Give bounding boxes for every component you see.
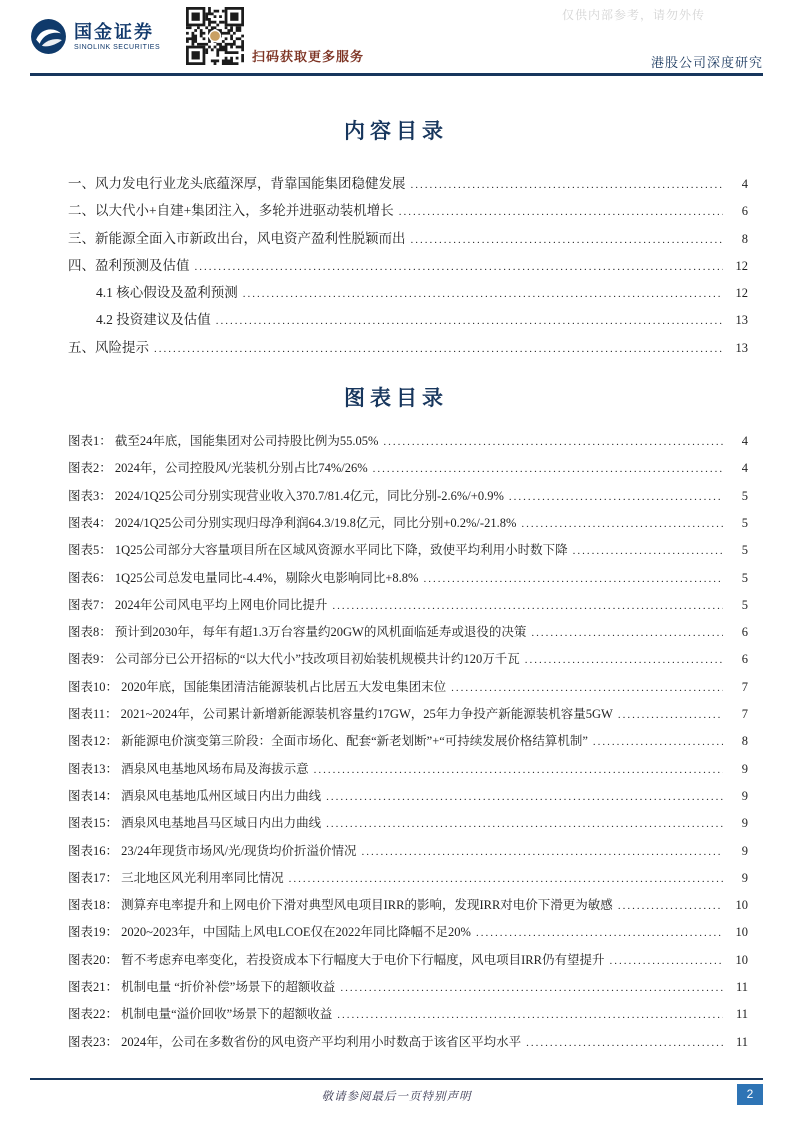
figure-item-label: 图表5： 1Q25公司部分大容量项目所在区域风资源水平同比下降，致使平均利用小时数下降	[68, 543, 568, 558]
figure-item-label: 图表10： 2020年底，国能集团清洁能源装机占比居五大发电集团末位	[68, 679, 447, 694]
toc-item-label: 四、盈利预测及估值	[68, 257, 190, 273]
figure-item[interactable]	[68, 974, 748, 1001]
figure-item-page: 10	[735, 925, 748, 940]
figure-item[interactable]	[68, 537, 748, 564]
toc-item-label: 五、风险提示	[68, 339, 149, 355]
dot-leader	[526, 1030, 723, 1057]
figure-item-label: 图表6： 1Q25公司总发电量同比-4.4%，剔除火电影响同比+8.8%	[68, 570, 419, 585]
dot-leader	[314, 757, 723, 784]
figure-item-label: 图表16： 23/24年现货市场风/光/现货均价折溢价情况	[68, 843, 357, 858]
figure-item-page: 10	[735, 898, 748, 913]
figure-item-label: 图表7： 2024年公司风电平均上网电价同比提升	[68, 597, 328, 612]
dot-leader	[573, 538, 723, 565]
figure-item-label: 图表23： 2024年，公司在多数省份的风电资产平均利用小时数高于该省区平均水平	[68, 1034, 522, 1049]
brand-name: 国金证券	[74, 22, 154, 42]
dot-leader	[332, 593, 723, 620]
figure-item-page: 5	[741, 570, 748, 585]
dot-leader	[195, 254, 724, 281]
figure-item-page: 5	[741, 488, 748, 503]
watermark-text: 仅供内部参考，请勿外传	[561, 8, 705, 22]
figure-item[interactable]	[68, 892, 748, 919]
toc-item-label: 一、风力发电行业龙头底蕴深厚，背靠国能集团稳健发展	[68, 176, 406, 191]
toc-item-page: 12	[735, 286, 748, 301]
dot-leader	[618, 893, 723, 920]
figure-item-page: 11	[735, 1034, 748, 1049]
dot-leader	[609, 948, 723, 975]
toc-item-label: 三、新能源全面入市新政出台，风电资产盈利性脱颖而出	[68, 230, 406, 246]
figure-item-label: 图表21： 机制电量 “折价补偿”场景下的超额收益	[68, 980, 336, 995]
dot-leader	[423, 566, 723, 593]
figure-item-page: 9	[741, 816, 748, 831]
dot-leader	[411, 172, 724, 199]
dot-leader	[618, 702, 723, 729]
figure-item-label: 图表12： 新能源电价演变第三阶段：全面市场化、配套“新老划断”+“可持续发展价格结算机制”	[68, 734, 588, 749]
dot-leader	[531, 620, 723, 647]
figure-item-page: 4	[741, 461, 748, 476]
figure-item-label: 图表4： 2024/1Q25公司分别实现归母净利润64.3/19.8亿元，同比分别+0.2%/-21.8%	[68, 515, 517, 530]
toc-item-page: 8	[741, 231, 748, 246]
figure-item[interactable]	[68, 565, 748, 592]
figure-item[interactable]	[68, 838, 748, 865]
dot-leader	[373, 456, 723, 483]
qr-code	[186, 7, 244, 65]
figure-item-page: 9	[741, 788, 748, 803]
figure-item-label: 图表20： 暂不考虑弃电率变化，若投资成本下行幅度大于电价下行幅度，风电项目IRR仍有望提升	[68, 952, 605, 967]
toc-item[interactable]	[68, 279, 748, 306]
toc-item-label: 4.1 核心假设及盈利预测	[96, 285, 238, 301]
figure-item[interactable]	[68, 674, 748, 701]
figure-item-page: 6	[741, 652, 748, 667]
toc-item-page: 13	[735, 313, 748, 328]
dot-leader	[383, 429, 723, 456]
footer-disclaimer: 敬请参阅最后一页特别声明	[321, 1091, 472, 1103]
figure-item-page: 9	[741, 870, 748, 885]
figure-item-page: 7	[741, 707, 748, 722]
figure-item-page: 6	[741, 625, 748, 640]
figure-item[interactable]	[68, 1001, 748, 1028]
figure-item-label: 图表14： 酒泉风电基地瓜州区域日内出力曲线	[68, 788, 322, 803]
figure-item[interactable]	[68, 455, 748, 482]
dot-leader	[411, 227, 724, 254]
figure-item-page: 4	[741, 434, 748, 449]
dot-leader	[362, 839, 723, 866]
toc-item[interactable]	[68, 197, 748, 224]
figure-item-page: 9	[741, 761, 748, 776]
sinolink-logo-icon	[30, 18, 67, 55]
report-type: 港股公司深度研究	[650, 55, 763, 70]
figure-item[interactable]	[68, 701, 748, 728]
figure-item[interactable]	[68, 810, 748, 837]
page-body	[68, 100, 748, 1056]
toc-title: 内容目录	[344, 119, 448, 143]
sinolink-logo	[30, 18, 160, 55]
dot-leader	[216, 308, 723, 335]
dot-leader	[340, 975, 723, 1002]
header-divider	[30, 73, 763, 76]
figure-item-label: 图表9： 公司部分已公开招标的“以大代小”技改项目初始装机规模共计约120万千瓦	[68, 652, 520, 667]
dot-leader	[326, 811, 723, 838]
figure-list	[68, 428, 748, 1056]
figure-item-label: 图表8： 预计到2030年，每年有超1.3万台容量约20GW的风机面临延寿或退役的决策	[68, 625, 527, 640]
dot-leader	[525, 647, 723, 674]
dot-leader	[154, 336, 723, 363]
figure-item-page: 5	[741, 597, 748, 612]
footer-divider	[30, 1078, 763, 1081]
figure-item-label: 图表3： 2024/1Q25公司分别实现营业收入370.7/81.4亿元，同比分别-2.6%/+0.9%	[68, 488, 504, 503]
toc-item-page: 6	[741, 204, 748, 219]
figure-item-page: 10	[735, 952, 748, 967]
dot-leader	[509, 484, 723, 511]
figure-item[interactable]	[68, 646, 748, 673]
dot-leader	[476, 920, 723, 947]
figure-item-page: 11	[735, 1007, 748, 1022]
brand-name-en: SINOLINK SECURITIES	[74, 44, 161, 51]
figure-item-page: 9	[741, 843, 748, 858]
toc-item-label: 4.2 投资建议及估值	[96, 312, 211, 328]
qr-code-icon	[186, 7, 244, 65]
figure-item-label: 图表1： 截至24年底，国能集团对公司持股比例为55.05%	[68, 434, 379, 449]
dot-leader	[399, 199, 723, 226]
figure-item-label: 图表18： 测算弃电率提升和上网电价下滑对典型风电项目IRR的影响，发现IRR对电价下滑更为敏感	[68, 898, 613, 913]
figure-item[interactable]	[68, 619, 748, 646]
dot-leader	[326, 784, 723, 811]
dot-leader	[593, 729, 723, 756]
figure-item-label: 图表17： 三北地区风光利用率同比情况	[68, 870, 284, 885]
figure-item-page: 5	[741, 515, 748, 530]
figure-item[interactable]	[68, 947, 748, 974]
figure-item[interactable]	[68, 483, 748, 510]
figure-item[interactable]	[68, 1029, 748, 1056]
dot-leader	[451, 675, 723, 702]
dot-leader	[289, 866, 723, 893]
toc-item[interactable]	[68, 334, 748, 361]
figure-item[interactable]	[68, 510, 748, 537]
figure-item-page: 7	[741, 679, 748, 694]
figure-item-page: 5	[741, 543, 748, 558]
figure-item-page: 11	[735, 980, 748, 995]
figure-item[interactable]	[68, 756, 748, 783]
dot-leader	[243, 281, 723, 308]
figure-item[interactable]	[68, 919, 748, 946]
toc-item[interactable]	[68, 306, 748, 333]
qr-caption: 扫码获取更多服务	[252, 49, 365, 64]
figures-title: 图表目录	[344, 386, 448, 411]
toc-item-page: 12	[735, 258, 748, 273]
toc-item[interactable]	[68, 225, 748, 252]
figure-item-label: 图表15： 酒泉风电基地昌马区域日内出力曲线	[68, 816, 322, 831]
brand-text	[74, 22, 160, 51]
toc-item-label: 二、以大代小+自建+集团注入，多轮并进驱动装机增长	[68, 203, 394, 219]
figure-item-page: 8	[741, 734, 748, 749]
figure-item[interactable]	[68, 728, 748, 755]
figure-item[interactable]	[68, 783, 748, 810]
page-number-badge: 2	[737, 1084, 763, 1105]
figure-item[interactable]	[68, 428, 748, 455]
toc-item-page: 4	[741, 177, 748, 191]
figure-item-label: 图表22： 机制电量“溢价回收”场景下的超额收益	[68, 1007, 333, 1022]
figure-item-label: 图表2： 2024年，公司控股风/光装机分别占比74%/26%	[68, 461, 368, 476]
toc-item[interactable]	[68, 252, 748, 279]
toc-list	[68, 170, 748, 361]
dot-leader	[521, 511, 723, 538]
figure-item[interactable]	[68, 865, 748, 892]
figure-item-label: 图表13： 酒泉风电基地风场布局及海拔示意	[68, 761, 309, 776]
figure-item-label: 图表19： 2020~2023年，中国陆上风电LCOE仅在2022年同比降幅不足20%	[68, 925, 471, 940]
dot-leader	[337, 1002, 723, 1029]
toc-item[interactable]	[68, 170, 748, 197]
figure-item-label: 图表11： 2021~2024年，公司累计新增新能源装机容量约17GW，25年力争投产新能源装机容量5GW	[68, 707, 613, 722]
figure-item[interactable]	[68, 592, 748, 619]
toc-item-page: 13	[735, 340, 748, 355]
